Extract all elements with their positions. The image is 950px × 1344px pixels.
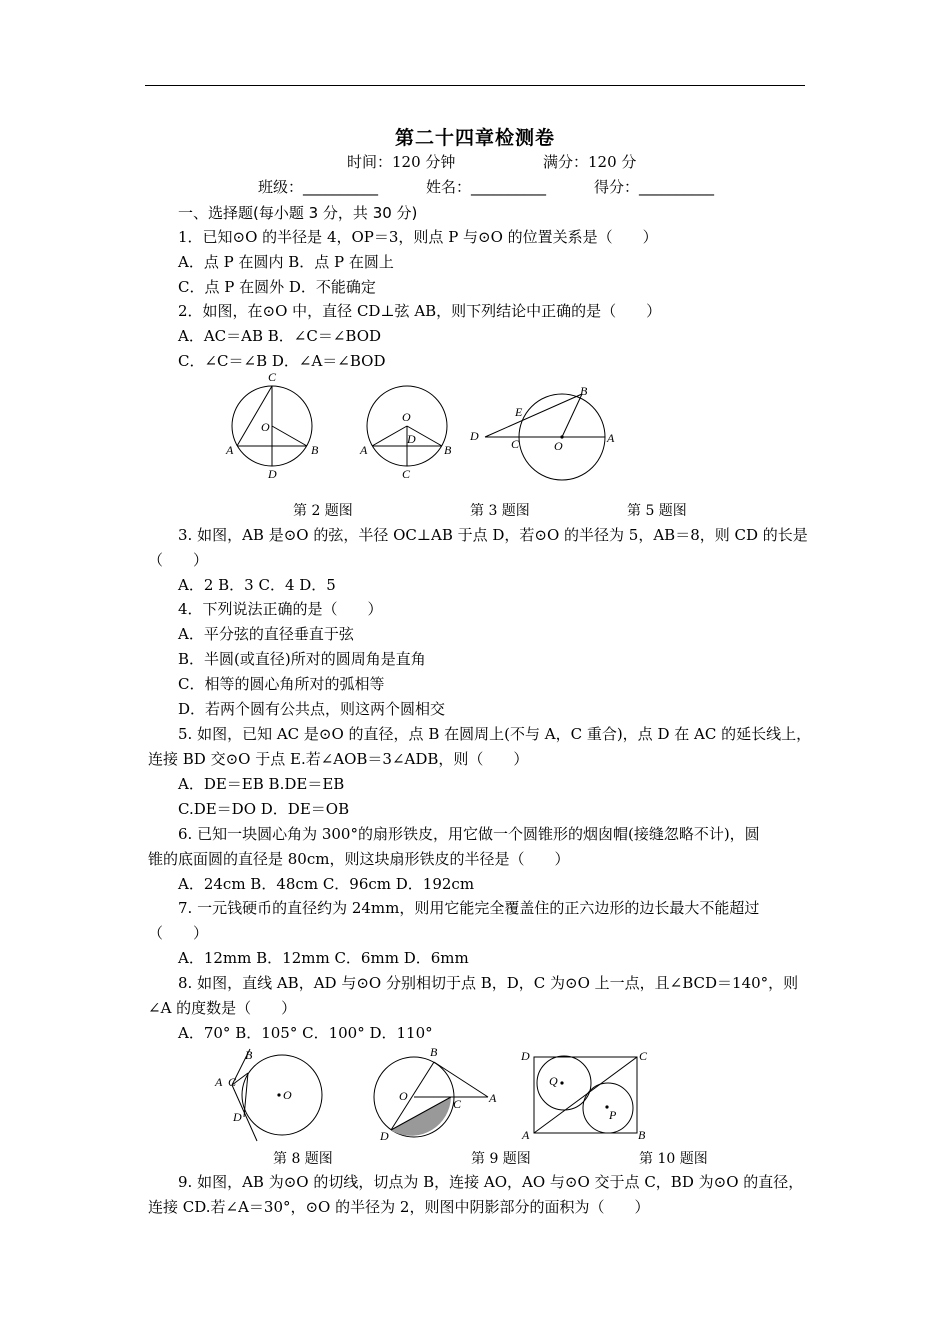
f9-label-c: C — [453, 1097, 462, 1111]
f3-label-o: O — [402, 410, 411, 424]
q9-stem-line2: 连接 CD.若∠A＝30°，⊙O 的半径为 2，则图中阴影部分的面积为（ ） — [148, 1198, 650, 1216]
class-field: 班级：__________ — [258, 178, 379, 196]
f5-label-b: B — [580, 384, 588, 398]
f10-label-b: B — [638, 1128, 646, 1142]
f2-label-d: D — [268, 467, 277, 481]
score-field: 得分：__________ — [594, 178, 715, 196]
q8-options: A．70° B．105° C．100° D．110° — [178, 1024, 433, 1042]
figure-q3 — [355, 368, 465, 483]
f3-label-a: A — [360, 443, 368, 457]
f9-label-b: B — [430, 1045, 438, 1059]
caption-fig5: 第 5 题图 — [627, 503, 687, 519]
q4-option-a: A．平分弦的直径垂直于弦 — [178, 625, 354, 643]
q5-options-cd: C.DE＝DO D．DE＝OB — [178, 800, 350, 818]
q6-stem-line1: 6. 已知一块圆心角为 300°的扇形铁皮，用它做一个圆锥形的烟囱帽(接缝忽略不计)，圆 — [178, 825, 760, 843]
q7-stem-line1: 7. 一元钱硬币的直径约为 24mm，则用它能完全覆盖住的正六边形的边长最大不能超过 — [178, 899, 760, 917]
time-limit: 时间：120 分钟 — [347, 153, 456, 171]
q5-stem-line2: 连接 BD 交⊙O 于点 E.若∠AOB＝3∠ADB，则（ ） — [148, 750, 529, 768]
f2-label-o: O — [261, 420, 270, 434]
f5-label-a: A — [607, 431, 615, 445]
caption-fig8: 第 8 题图 — [273, 1151, 333, 1167]
q5-stem-line1: 5. 如图，已知 AC 是⊙O 的直径，点 B 在圆周上(不与 A，C 重合)，点 D 在 AC 的延长线上， — [178, 725, 812, 743]
f5-label-e: E — [515, 405, 523, 419]
q1-stem: 1．已知⊙O 的半径是 4，OP＝3，则点 P 与⊙O 的位置关系是（ ） — [178, 228, 658, 246]
figure-q9 — [370, 1045, 505, 1145]
f10-label-a: A — [522, 1128, 530, 1142]
f3-label-c: C — [402, 467, 411, 481]
f5-label-c: C — [511, 437, 520, 451]
q2-stem: 2．如图，在⊙O 中，直径 CD⊥弦 AB，则下列结论中正确的是（ ） — [178, 302, 662, 320]
top-rule — [145, 85, 805, 86]
caption-fig2: 第 2 题图 — [293, 503, 353, 519]
f3-label-d: D — [407, 432, 416, 446]
q1-options-ab: A．点 P 在圆内 B．点 P 在圆上 — [178, 253, 394, 271]
q1-options-cd: C．点 P 在圆外 D．不能确定 — [178, 278, 376, 296]
f2-label-b: B — [311, 443, 319, 457]
q8-stem-line2: ∠A 的度数是（ ） — [148, 999, 297, 1017]
f10-label-c: C — [639, 1049, 648, 1063]
f2-label-c: C — [268, 370, 277, 384]
figure-q2 — [220, 368, 330, 483]
q6-stem-line2: 锥的底面圆的直径是 80cm，则这块扇形铁皮的半径是（ ） — [148, 850, 570, 868]
q7-options: A．12mm B．12mm C．6mm D．6mm — [178, 949, 469, 967]
f2-label-a: A — [226, 443, 234, 457]
f10-label-p: P — [609, 1108, 617, 1122]
q4-stem: 4．下列说法正确的是（ ） — [178, 600, 383, 618]
caption-fig3: 第 3 题图 — [470, 503, 530, 519]
f5-label-o: O — [554, 439, 563, 453]
figure-q5 — [465, 380, 625, 485]
figure-q8 — [210, 1045, 330, 1145]
q3-stem-line1: 3. 如图，AB 是⊙O 的弦，半径 OC⊥AB 于点 D，若⊙O 的半径为 5，AB＝8，则 CD 的长是 — [178, 526, 808, 544]
q2-options-ab: A．AC＝AB B．∠C＝∠BOD — [178, 327, 382, 345]
q4-option-c: C．相等的圆心角所对的弧相等 — [178, 675, 385, 693]
section-heading: 一、选择题(每小题 3 分，共 30 分) — [178, 204, 418, 222]
figure-q10 — [515, 1045, 655, 1145]
f8-label-a: A — [215, 1075, 223, 1089]
q7-stem-line2: （ ） — [148, 924, 209, 942]
f8-label-d: D — [233, 1110, 242, 1124]
f3-label-b: B — [444, 443, 452, 457]
f8-label-o: O — [283, 1088, 292, 1102]
q8-stem-line1: 8. 如图，直线 AB，AD 与⊙O 分别相切于点 B，D，C 为⊙O 上一点，且∠BCD＝140°，则 — [178, 974, 799, 992]
q3-options: A．2 B．3 C．4 D．5 — [178, 576, 336, 594]
f9-label-o: O — [399, 1089, 408, 1103]
q9-stem-line1: 9. 如图，AB 为⊙O 的切线，切点为 B，连接 AO，AO 与⊙O 交于点 C，BD 为⊙O 的直径， — [178, 1173, 804, 1191]
f8-label-b: B — [245, 1048, 253, 1062]
f5-label-d: D — [470, 429, 479, 443]
f8-label-c: C — [228, 1075, 237, 1089]
q3-stem-line2: （ ） — [148, 551, 209, 569]
q4-option-b: B．半圆(或直径)所对的圆周角是直角 — [178, 650, 426, 668]
name-field: 姓名：__________ — [426, 178, 547, 196]
q4-option-d: D．若两个圆有公共点，则这两个圆相交 — [178, 700, 446, 718]
f10-label-d: D — [521, 1049, 530, 1063]
f9-label-a: A — [489, 1091, 497, 1105]
q2-options-cd: C．∠C＝∠B D．∠A＝∠BOD — [178, 352, 386, 370]
f10-label-q: Q — [549, 1074, 558, 1088]
full-score: 满分：120 分 — [543, 153, 637, 171]
q6-options: A．24cm B．48cm C．96cm D．192cm — [178, 875, 475, 893]
f9-label-d: D — [380, 1129, 389, 1143]
page-title: 第二十四章检测卷 — [394, 127, 555, 149]
caption-fig10: 第 10 题图 — [639, 1151, 708, 1167]
q5-options-ab: A．DE＝EB B.DE＝EB — [178, 775, 345, 793]
caption-fig9: 第 9 题图 — [471, 1151, 531, 1167]
